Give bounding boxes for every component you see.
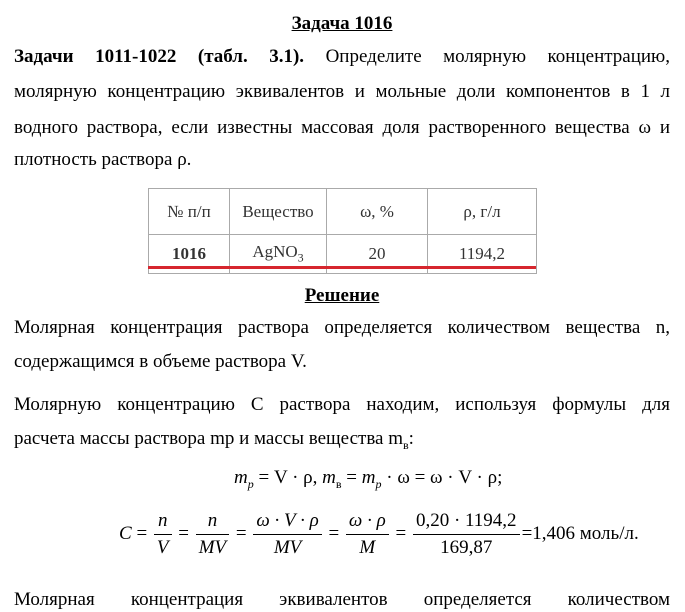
cell-substance: AgNO$_3$ <box>230 235 327 274</box>
table-header-row <box>149 189 537 235</box>
formula-mass: $m_р = V \cdot \rho$, $m_в = m_р \cdot \omega = \omega \cdot V \cdot \rho$; <box>234 467 503 491</box>
task-line-3: водного раствора, если известны массовая доля растворенного вещества ω и <box>14 117 670 138</box>
cell-num: 1016 <box>149 235 230 274</box>
para1-line-2: содержащимся в объеме раствора V. <box>14 351 307 372</box>
page-title: Задача 1016 <box>291 13 393 34</box>
para1-line-1: Молярная концентрация раствора определяется количеством вещества n, <box>14 317 670 338</box>
cell-rho: 1194,2 <box>428 235 537 274</box>
header-omega: ω, % <box>327 189 428 235</box>
para2-line-1: Молярную концентрацию C раствора находим, используя формулы для <box>14 394 670 415</box>
para3-line-1: Молярная концентрация эквивалентов определяется количеством <box>14 589 670 610</box>
header-num: № п/п <box>149 189 230 235</box>
solution-heading: Решение <box>304 285 380 306</box>
header-rho: ρ, г/л <box>428 189 537 235</box>
cell-omega: 20 <box>327 235 428 274</box>
task-line-4: плотность раствора ρ. <box>14 149 192 170</box>
para2-line-2: расчета массы раствора mр и массы вещества $m_в$: <box>14 428 414 452</box>
formula-concentration: C = $\frac{n}{V}$ = $\frac{n}{MV}$ = $\frac{\omega \cdot V \cdot \rho}{MV}$ = $\frac{\omega \cdot \rho}{M}$ = $\frac{0,20 \cdot 1194,2}{169,87}$ =1,406 моль/л. <box>119 510 639 558</box>
task-line-2: молярную концентрацию эквивалентов и мольные доли компонентов в 1 л <box>14 81 670 102</box>
data-table <box>148 188 537 274</box>
header-substance: Вещество <box>230 189 327 235</box>
task-line-1: Задачи 1011-1022 (табл. 3.1). Определите молярную концентрацию, <box>14 46 670 67</box>
table-underline <box>148 266 536 269</box>
